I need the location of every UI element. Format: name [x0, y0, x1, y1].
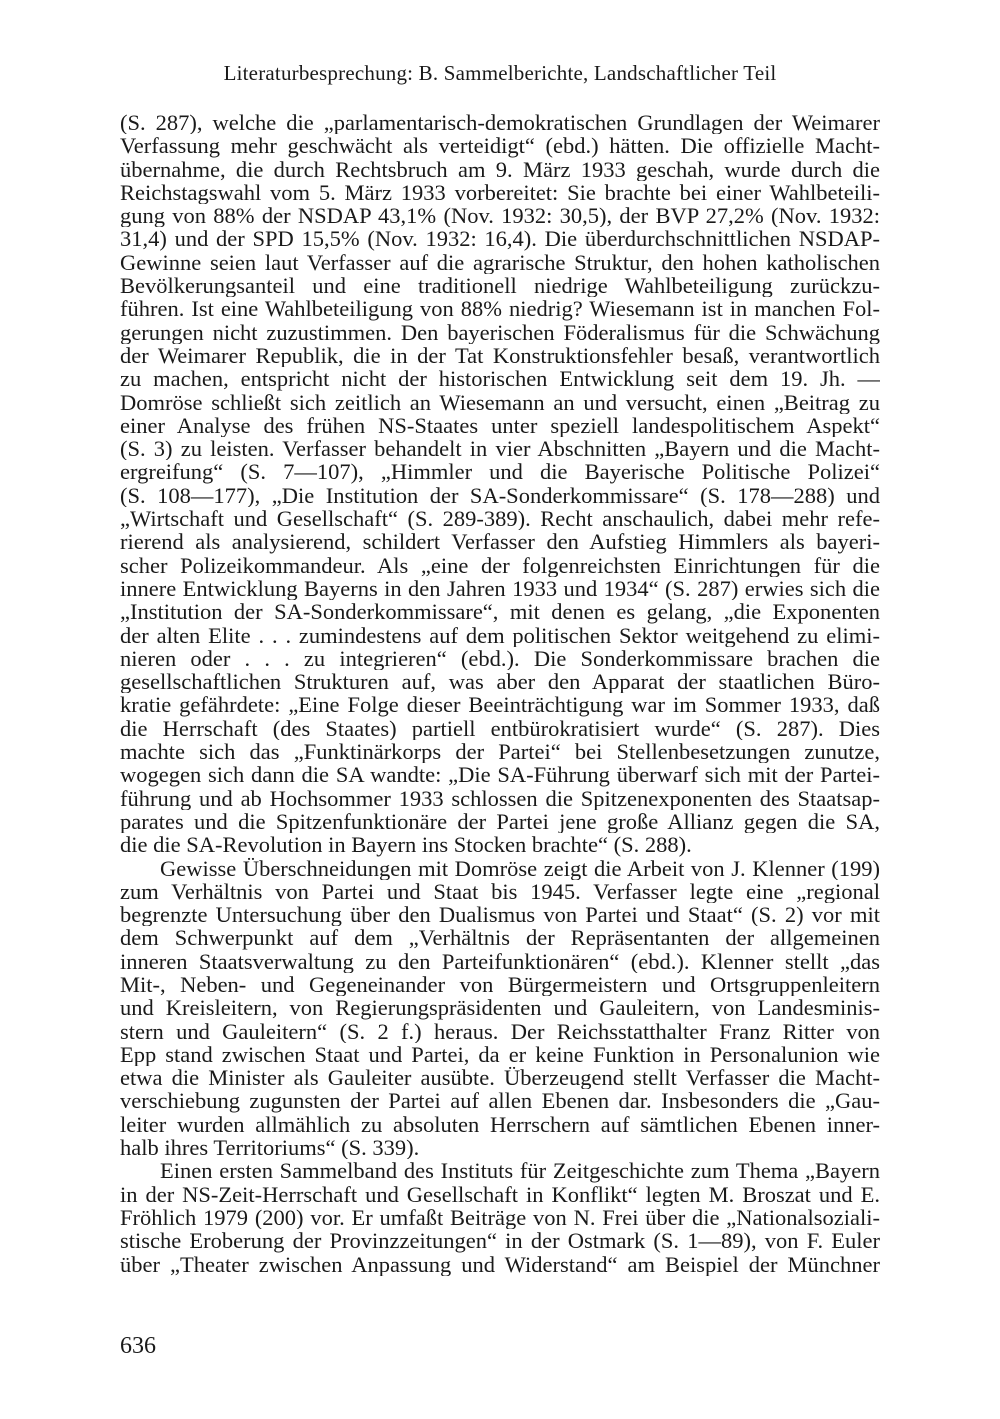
paragraph: [120, 111, 880, 857]
text-line: die Herrschaft (des Staates) partiell entbürokratisiert wurde“ (S. 287). Dies: [120, 716, 880, 741]
text-line: gesellschaftlichen Strukturen auf, was aber den Apparat der staatlichen Büro-: [120, 670, 880, 694]
paragraph: [120, 857, 880, 1160]
text-line: halb ihres Territoriums“ (S. 339).: [120, 1136, 420, 1160]
text-line: „Institution der SA-Sonderkommissare“, mit denen es gelang, „die Exponenten: [120, 600, 880, 624]
paragraph: [120, 1159, 880, 1275]
text-line: der alten Elite . . . zumindestens auf dem politischen Sektor weitgehend zu elimi-: [120, 623, 880, 647]
text-line: verschiebung zugunsten der Partei auf allen Ebenen dar. Insbesonders die „Gau-: [120, 1089, 880, 1113]
text-line: begrenzte Untersuchung über den Dualismus von Partei und Staat“ (S. 2) vor mit: [120, 903, 880, 927]
text-line: führen. Ist eine Wahlbeteiligung von 88% niedrig? Wiesemann ist in manchen Fol-: [120, 297, 880, 321]
text-line: der Weimarer Republik, die in der Tat Konstruktionsfehler besaß, verantwortlich: [120, 343, 880, 368]
text-line: über „Theater zwischen Anpassung und Widerstand“ am Beispiel der Münchner: [120, 1252, 880, 1276]
running-head: Literaturbesprechung: B. Sammelberichte, Landschaftlicher Teil: [223, 61, 777, 85]
text-line: stern und Gauleitern“ (S. 2 f.) heraus. Der Reichsstatthalter Franz Ritter von: [120, 1019, 880, 1043]
text-line: machte sich das „Funktinärkorps der Partei“ bei Stellenbesetzungen zunutze,: [120, 740, 880, 764]
text-line: wogegen sich dann die SA wandte: „Die SA-Führung überwarf sich mit der Partei-: [120, 763, 880, 787]
text-line: (S. 3) zu leisten. Verfasser behandelt in vier Abschnitten „Bayern und die Macht-: [120, 437, 880, 461]
text-line: dem Schwerpunkt auf dem „Verhältnis der Repräsentanten der allgemeinen: [120, 926, 880, 950]
text-line: Epp stand zwischen Staat und Partei, da er keine Funktion in Personalunion wie: [120, 1042, 880, 1067]
text-line: etwa die Minister als Gauleiter ausübte. Überzeugend stellt Verfasser die Macht-: [120, 1066, 880, 1090]
text-line: (S. 108—177), „Die Institution der SA-Sonderkommissare“ (S. 178—288) und: [120, 483, 880, 508]
text-line: inneren Staatsverwaltung zu den Parteifunktionären“ (ebd.). Klenner stellt „das: [120, 949, 880, 973]
text-line: gerungen nicht zuzustimmen. Den bayerischen Föderalismus für die Schwächung: [120, 320, 880, 344]
text-line: Einen ersten Sammelband des Instituts für Zeitgeschichte zum Thema „Bayern: [160, 1159, 880, 1183]
text-line: in der NS-Zeit-Herrschaft und Gesellschaft in Konflikt“ legten M. Broszat und E.: [120, 1182, 880, 1206]
text-line: Verfassung mehr geschwächt als verteidigt“ (ebd.) hätten. Die offizielle Macht-: [120, 134, 880, 158]
text-line: Bevölkerungsanteil und eine traditionell niedrige Wahlbeteiligung zurückzu-: [120, 274, 880, 298]
text-line: rierend als analysierend, schildert Verfasser den Aufstieg Himmlers als bayeri-: [120, 530, 880, 554]
body-text: [120, 111, 880, 1276]
text-line: (S. 287), welche die „parlamentarisch-demokratischen Grundlagen der Weimarer: [120, 111, 880, 135]
text-line: Domröse schließt sich zeitlich an Wiesemann an und versucht, einen „Beitrag zu: [120, 390, 880, 414]
text-line: zu machen, entspricht nicht der historischen Entwicklung seit dem 19. Jh. —: [120, 367, 880, 391]
text-line: Gewinne seien laut Verfasser auf die agrarische Struktur, den hohen katholischen: [120, 250, 880, 275]
text-line: ergreifung“ (S. 7—107), „Himmler und die Bayerische Politische Polizei“: [120, 460, 880, 484]
text-line: kratie gefährdete: „Eine Folge dieser Beeinträchtigung war im Sommer 1933, daß: [120, 693, 880, 717]
text-line: stische Eroberung der Provinzzeitungen“ in der Ostmark (S. 1—89), von F. Euler: [120, 1229, 880, 1253]
text-line: einer Analyse des frühen NS-Staates unter speziell landespolitischem Aspekt“: [120, 413, 880, 438]
text-line: „Wirtschaft und Gesellschaft“ (S. 289-389). Recht anschaulich, dabei mehr refe-: [120, 507, 880, 531]
text-line: parates und die Spitzenfunktionäre der Partei jene große Allianz gegen die SA,: [120, 809, 880, 834]
text-line: Gewisse Überschneidungen mit Domröse zeigt die Arbeit von J. Klenner (199): [160, 856, 880, 880]
text-line: übernahme, die durch Rechtsbruch am 9. März 1933 geschah, wurde durch die: [120, 157, 880, 181]
text-line: Fröhlich 1979 (200) vor. Er umfaßt Beiträge von N. Frei über die „Nationalsoziali-: [120, 1205, 880, 1230]
text-line: zum Verhältnis von Partei und Staat bis 1945. Verfasser legte eine „regional: [120, 879, 880, 904]
text-line: gung von 88% der NSDAP 43,1% (Nov. 1932: 30,5), der BVP 27,2% (Nov. 1932:: [120, 204, 880, 228]
text-line: die die SA-Revolution in Bayern ins Stocken brachte“ (S. 288).: [120, 833, 692, 857]
text-line: leiter wurden allmählich zu absoluten Herrschern auf sämtlichen Ebenen inner-: [120, 1112, 880, 1137]
text-line: und Kreisleitern, von Regierungspräsidenten und Gauleitern, von Landesminis-: [120, 996, 880, 1020]
text-line: führung und ab Hochsommer 1933 schlossen die Spitzenexponenten des Staatsap-: [120, 786, 880, 810]
page-number: 636: [120, 1333, 156, 1359]
text-line: nieren oder . . . zu integrieren“ (ebd.). Die Sonderkommissare brachen die: [120, 646, 880, 671]
text-line: innere Entwicklung Bayerns in den Jahren 1933 und 1934“ (S. 287) erwies sich die: [120, 576, 880, 601]
text-line: scher Polizeikommandeur. Als „eine der folgenreichsten Einrichtungen für die: [120, 553, 880, 577]
text-line: 31,4) und der SPD 15,5% (Nov. 1932: 16,4). Die überdurchschnittlichen NSDAP-: [120, 227, 880, 251]
text-line: Mit-, Neben- und Gegeneinander von Bürgermeistern und Ortsgruppenleitern: [120, 972, 880, 997]
text-line: Reichstagswahl vom 5. März 1933 vorbereitet: Sie brachte bei einer Wahlbeteili-: [120, 180, 880, 205]
